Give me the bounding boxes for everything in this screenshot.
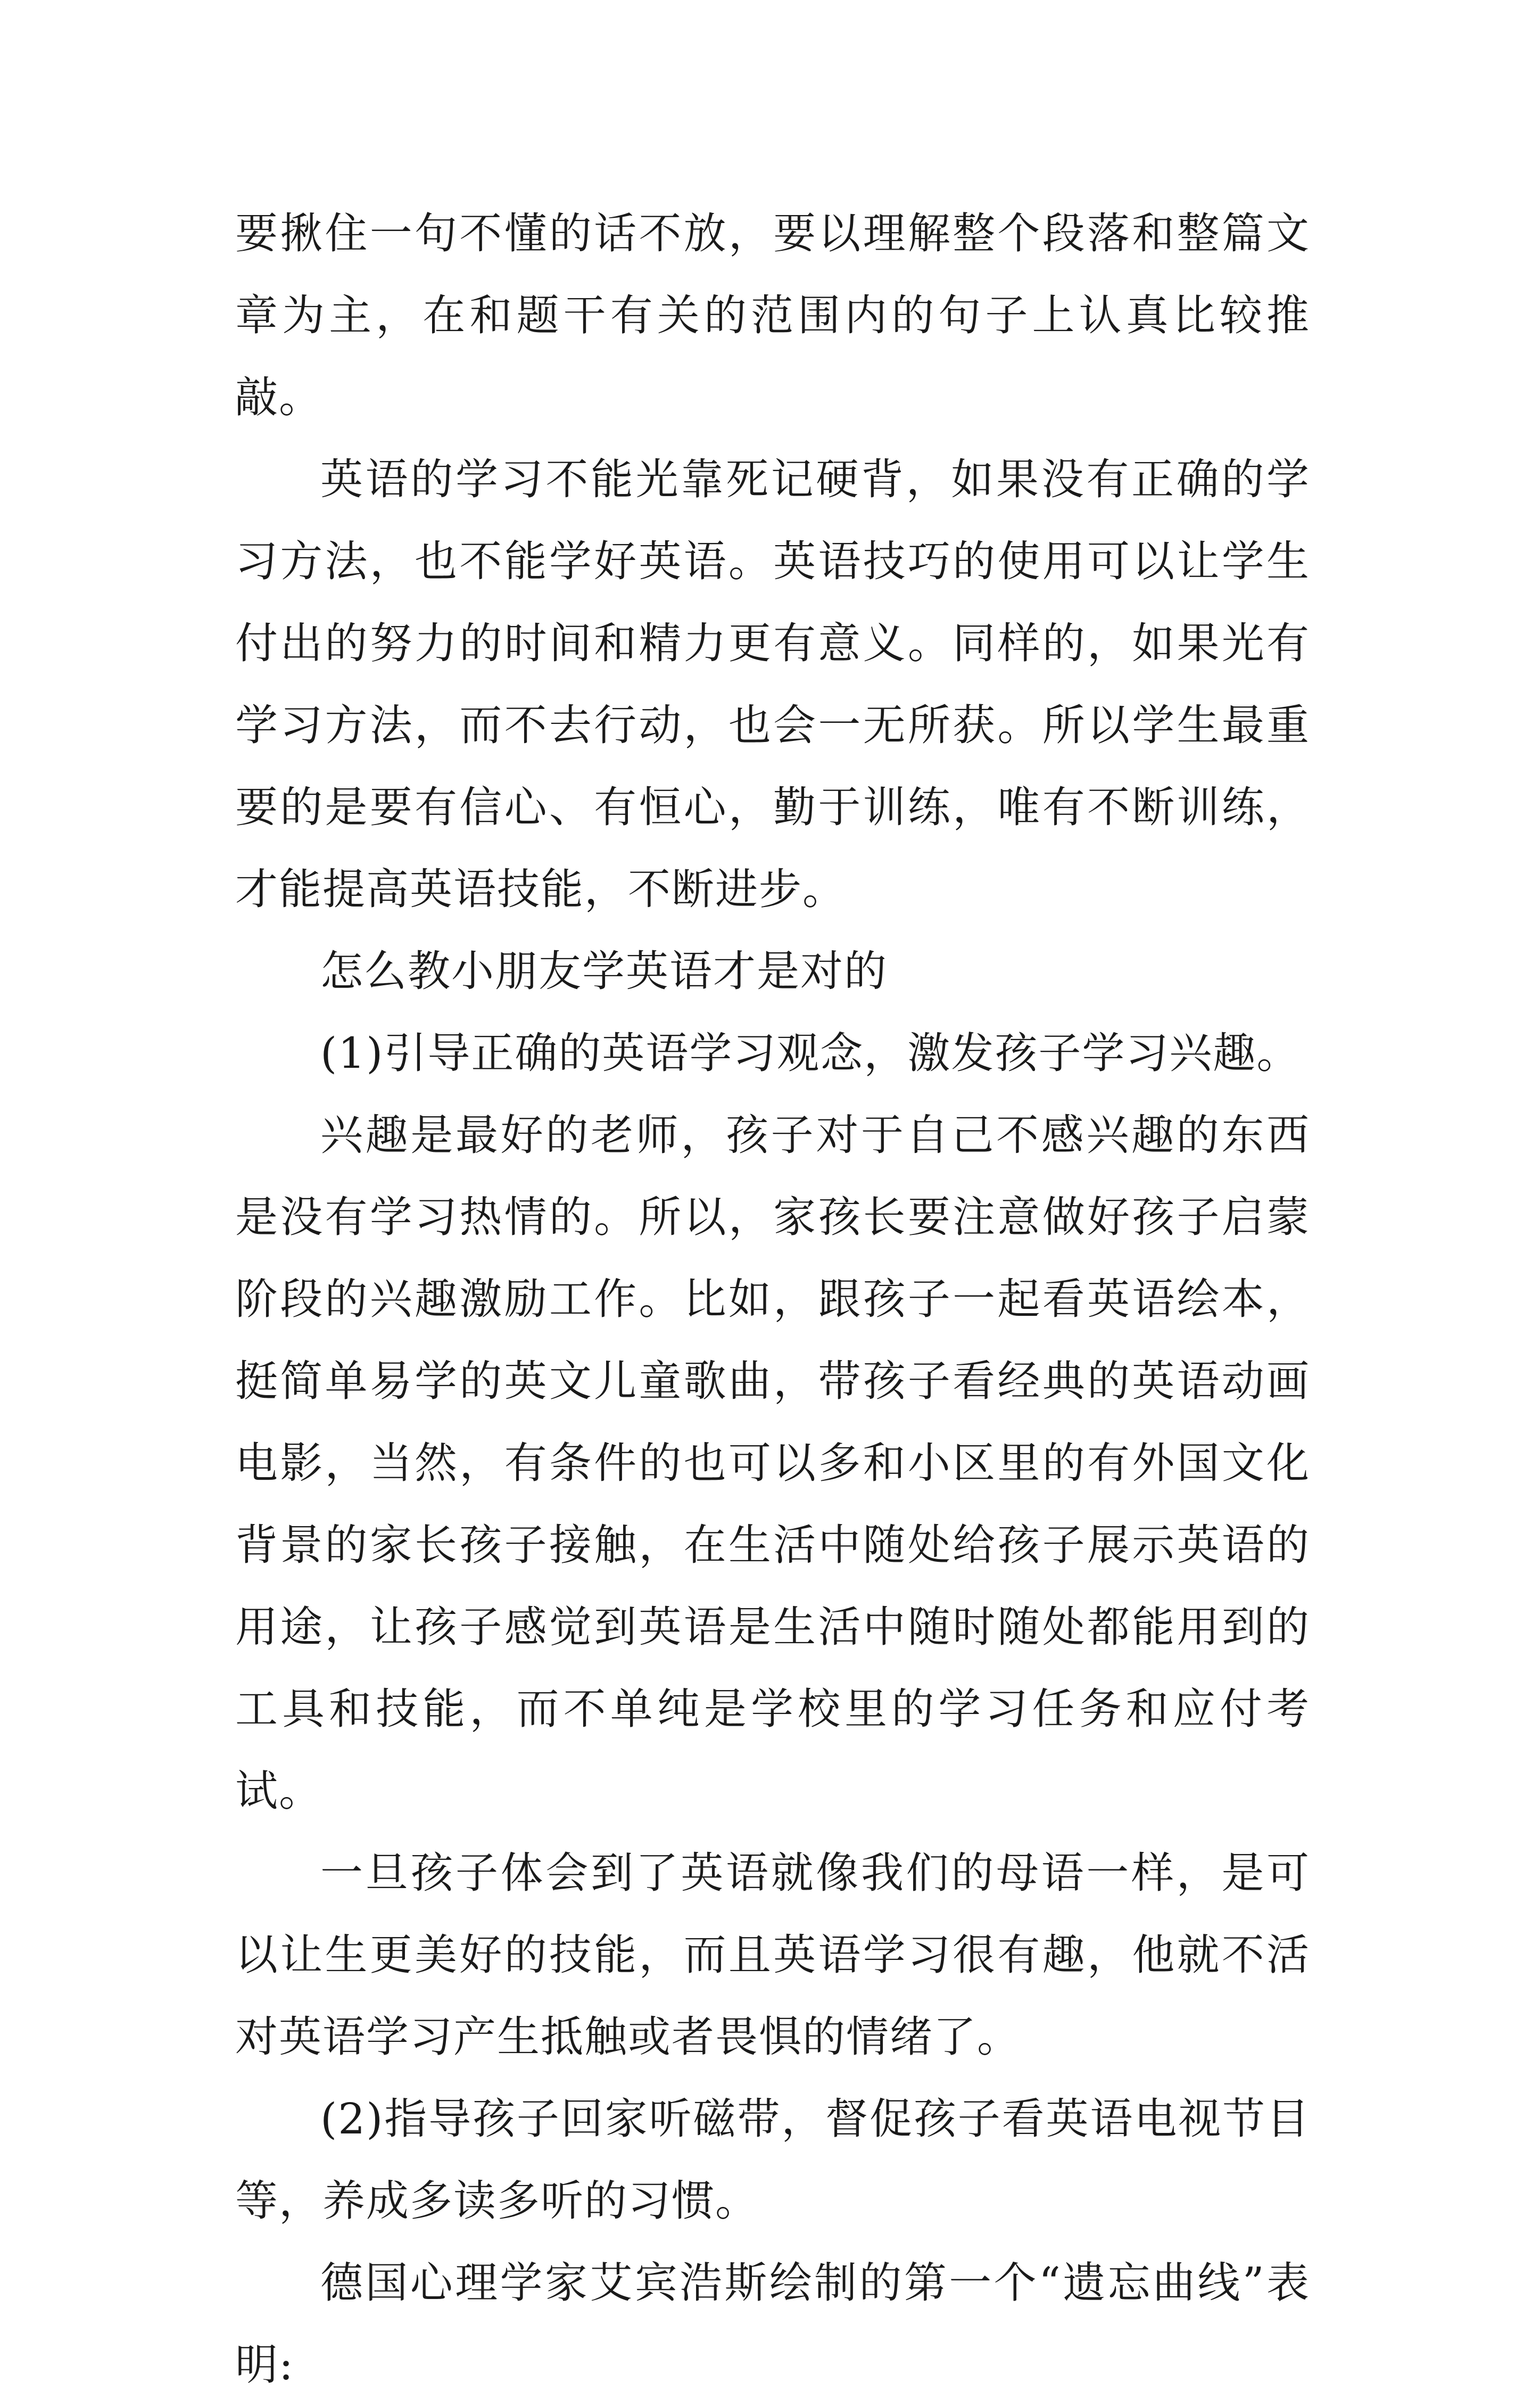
paragraph-5: 德国心理学家艾宾浩斯绘制的第一个“遗忘曲线”表明: bbox=[235, 2258, 1310, 2389]
list-item-2: (2)指导孩子回家听磁带，督促孩子看英语电视节目等，养成多读多听的习惯。 bbox=[235, 2094, 1310, 2226]
list-item-1: (1)引导正确的英语学习观念，激发孩子学习兴趣。 bbox=[320, 1028, 1301, 1078]
paragraph-4: 一旦孩子体会到了英语就像我们的母语一样，是可以让生更美好的技能，而且英语学习很有趣，他就不活对英语学习产生抵触或者畏惧的情绪了。 bbox=[235, 1848, 1310, 2062]
paragraph-1: 要揪住一句不懂的话不放，要以理解整个段落和整篇文章为主，在和题干有关的范围内的句子上认真比较推敲。 bbox=[235, 209, 1310, 422]
paragraph-3: 兴趣是最好的老师，孩子对于自己不感兴趣的东西是没有学习热情的。所以，家孩长要注意做好孩子启蒙阶段的兴趣激励工作。比如，跟孩子一起看英语绘本，挺简单易学的英文儿童歌曲，带孩子看经典的英语动画电影，当然，有条件的也可以多和小区里的有外国文化背景的家长孩子接触，在生活中随处给孩子展示英语的用途，让孩子感觉到英语是生活中随时随处都能用到的工具和技能，而不单纯是学校里的学习任务和应付考试。 bbox=[235, 1110, 1310, 1816]
paragraph-2: 英语的学习不能光靠死记硬背，如果没有正确的学习方法，也不能学好英语。英语技巧的使用可以让学生付出的努力的时间和精力更有意义。同样的，如果光有学习方法，而不去行动，也会一无所获。所以学生最重要的是要有信心、有恒心，勤于训练，唯有不断训练，才能提高英语技能，不断进步。 bbox=[235, 455, 1310, 914]
section-heading: 怎么教小朋友学英语才是对的 bbox=[320, 946, 888, 996]
document-body bbox=[235, 193, 1310, 2406]
